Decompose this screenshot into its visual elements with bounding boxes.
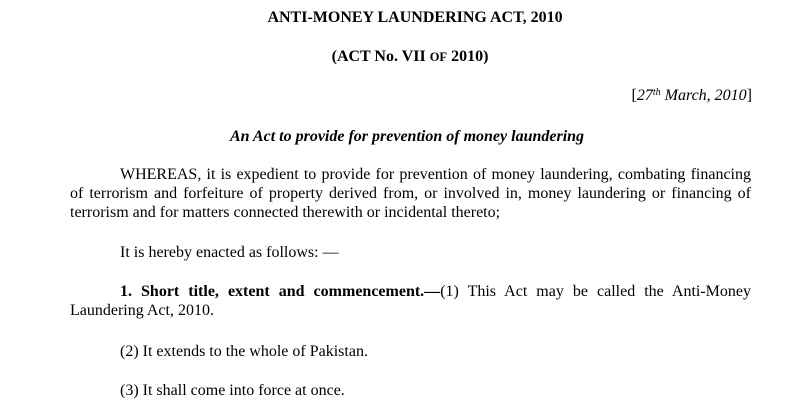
enactment-paragraph: It is hereby enacted as follows: — <box>120 244 339 261</box>
act-number-prefix: (ACT No. VII <box>331 48 430 65</box>
subsection-3-paragraph: (3) It shall come into force at once. <box>120 382 345 399</box>
act-subtitle: An Act to provide for prevention of money laundering <box>229 128 585 145</box>
act-title: ANTI-MONEY LAUNDERING ACT, 2010 <box>267 9 563 26</box>
subsection-2-paragraph: (2) It extends to the whole of Pakistan. <box>120 343 368 360</box>
date-open-bracket: [ <box>631 87 637 104</box>
section-1-text: (1) This Act may be called the Anti-Money Laundering Act, 2010. <box>70 283 752 319</box>
date-close-bracket: ] <box>746 87 752 104</box>
date-day: 27 <box>636 87 653 104</box>
date-day-suffix: th <box>652 87 661 98</box>
act-number <box>0 47 802 67</box>
section-1-paragraph <box>70 282 751 320</box>
date-rest: March, 2010 <box>660 87 747 104</box>
preamble-paragraph: WHEREAS, it is expedient to provide for prevention of money laundering, combating financing of terrorism and forfeiture of property derived from, or involved in, money laundering or financing of terrorism and for matters connected therewith or incidental thereto; <box>70 166 751 221</box>
act-number-of: OF <box>429 50 448 64</box>
section-1-heading: 1. Short title, extent and commencement.— <box>120 283 441 300</box>
act-number-suffix: 2010) <box>447 48 489 65</box>
act-date <box>632 86 753 106</box>
